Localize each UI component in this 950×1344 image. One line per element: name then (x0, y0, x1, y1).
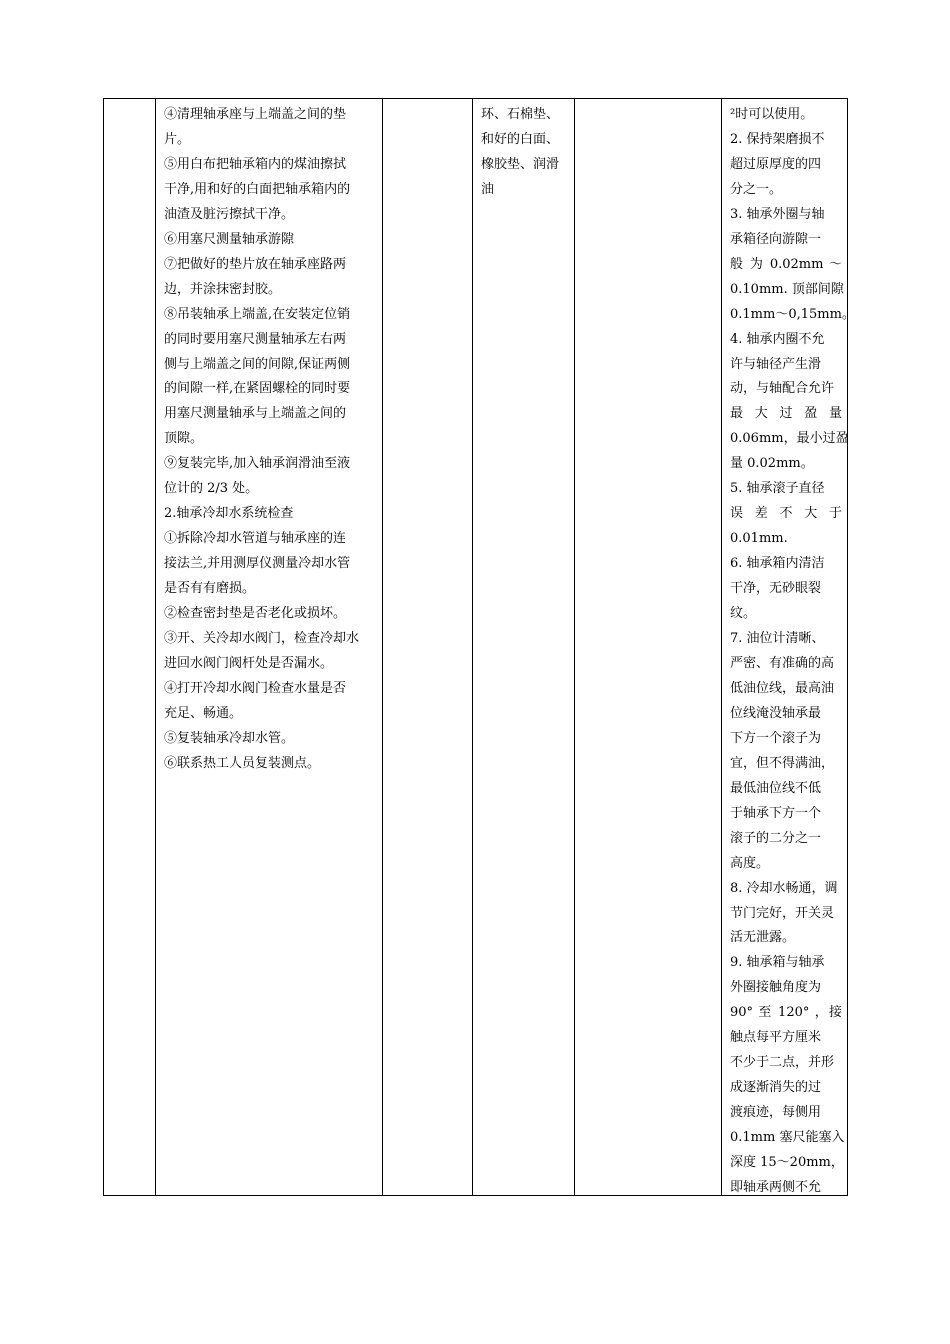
text-line: 不少于二点，并形 (730, 1055, 835, 1071)
text-line: 环、石棉垫、 (481, 107, 560, 122)
text-line: 严密、有准确的高 (730, 655, 835, 671)
text-line: 和好的白面、 (481, 131, 560, 147)
text-line: 片。 (164, 131, 191, 147)
column-divider (382, 99, 383, 1195)
text-line: 承箱径向游隙一 (730, 231, 822, 247)
text-line: 0.01mm. (730, 531, 788, 547)
text-line: 90° 至 120° ，接 (730, 1005, 842, 1021)
text-line: ②检查密封垫是否老化或损坏。 (164, 606, 347, 622)
text-line: 的同时要用塞尺测量轴承左右两 (164, 331, 347, 347)
text-line: 位线淹没轴承最 (730, 705, 822, 721)
text-line: 低油位线，最高油 (730, 680, 835, 696)
text-line: 最 大 过 盈 量 (730, 406, 842, 422)
text-line: 滚子的二分之一 (730, 830, 822, 846)
text-line: 干净,用和好的白面把轴承箱内的 (164, 181, 351, 197)
text-line: 外圈接触角度为 (730, 980, 822, 996)
text-line: 用塞尺测量轴承与上端盖之间的 (164, 406, 347, 422)
text-line: 9. 轴承箱与轴承 (730, 955, 825, 971)
text-line: 高度。 (730, 855, 770, 871)
procedure-steps-cell (164, 103, 380, 777)
text-line: 7. 油位计清晰、 (730, 631, 825, 647)
text-line: 0.1mm 塞尺能塞入 (730, 1130, 845, 1146)
column-divider (155, 99, 156, 1195)
text-line: ⑥用塞尺测量轴承游隙 (164, 231, 295, 247)
text-line: 的间隙一样,在紧固螺栓的同时要 (164, 381, 351, 397)
text-line: 般 为 0.02mm ～ (730, 256, 842, 272)
text-line: ²时可以使用。 (730, 107, 814, 122)
text-line: 深度 15～20mm， (730, 1155, 844, 1171)
text-line: 渡痕迹，每侧用 (730, 1105, 822, 1121)
text-line: 最低油位线不低 (730, 780, 822, 796)
text-line: 成逐渐消失的过 (730, 1080, 822, 1096)
text-line: ③开、关冷却水阀门，检查冷却水 (164, 631, 360, 647)
text-line: ⑨复装完毕,加入轴承润滑油至液 (164, 456, 351, 472)
text-line: 2. 保持架磨损不 (730, 131, 825, 147)
text-line: ⑦把做好的垫片放在轴承座路两 (164, 256, 347, 272)
column-divider (574, 99, 575, 1195)
text-line: 位计的 2/3 处。 (164, 481, 259, 497)
text-line: 纹。 (730, 606, 757, 622)
text-line: 0.1mm～0,15mm。 (730, 306, 855, 322)
text-line: 节门完好，开关灵 (730, 905, 835, 921)
text-line: 即轴承两侧不允 (730, 1179, 822, 1195)
text-line: ⑤用白布把轴承箱内的煤油擦拭 (164, 156, 347, 172)
column-divider (721, 99, 722, 1195)
text-line: 下方一个滚子为 (730, 730, 822, 746)
materials-cell (481, 103, 569, 203)
text-line: ④清理轴承座与上端盖之间的垫 (164, 107, 347, 122)
text-line: 误 差 不 大 于 (730, 506, 842, 522)
text-line: 进回水阀门阀杆处是否漏水。 (164, 655, 334, 671)
text-line: ⑧吊装轴承上端盖,在安装定位销 (164, 306, 351, 322)
text-line: 0.06mm，最小过盈 (730, 431, 849, 447)
text-line: 3. 轴承外圈与轴 (730, 206, 825, 222)
text-line: 充足、畅通。 (164, 705, 243, 721)
text-line: ①拆除冷却水管道与轴承座的连 (164, 531, 347, 547)
text-line: 8. 冷却水畅通，调 (730, 880, 838, 896)
text-line: 油 (481, 181, 495, 197)
text-line: 分之一。 (730, 181, 783, 197)
text-line: 干净，无砂眼裂 (730, 581, 822, 597)
text-line: 侧与上端盖之间的间隙,保证两侧 (164, 356, 351, 372)
text-line: 橡胶垫、润滑 (481, 156, 560, 172)
text-line: 活无泄露。 (730, 930, 796, 946)
text-line: 宜，但不得满油， (730, 755, 835, 771)
column-divider (472, 99, 473, 1195)
text-line: 是否有有磨损。 (164, 581, 256, 597)
quality-standards-cell (730, 103, 855, 1201)
text-line: 边，并涂抹密封胶。 (164, 281, 282, 297)
text-line: 超过原厚度的四 (730, 156, 822, 172)
text-line: 许与轴径产生滑 (730, 356, 822, 372)
text-line: 顶隙。 (164, 431, 204, 447)
text-line: 4. 轴承内圈不允 (730, 331, 825, 347)
text-line: 5. 轴承滚子直径 (730, 481, 825, 497)
text-line: 0.10mm. 顶部间隙 (730, 281, 844, 297)
text-line: ⑥联系热工人员复装测点。 (164, 755, 321, 771)
text-line: 油渣及脏污擦拭干净。 (164, 206, 295, 222)
text-line: 触点每平方厘米 (730, 1030, 822, 1046)
maintenance-table (103, 98, 855, 1196)
text-line: 6. 轴承箱内清洁 (730, 556, 825, 572)
text-line: 量 0.02mm。 (730, 456, 814, 472)
text-line: ⑤复装轴承冷却水管。 (164, 730, 295, 746)
text-line: 接法兰,并用测厚仪测量冷却水管 (164, 556, 351, 572)
text-line: 动，与轴配合允许 (730, 381, 835, 397)
text-line: ④打开冷却水阀门检查水量是否 (164, 680, 347, 696)
text-line: 于轴承下方一个 (730, 805, 822, 821)
text-line: 2.轴承冷却水系统检查 (164, 506, 294, 522)
